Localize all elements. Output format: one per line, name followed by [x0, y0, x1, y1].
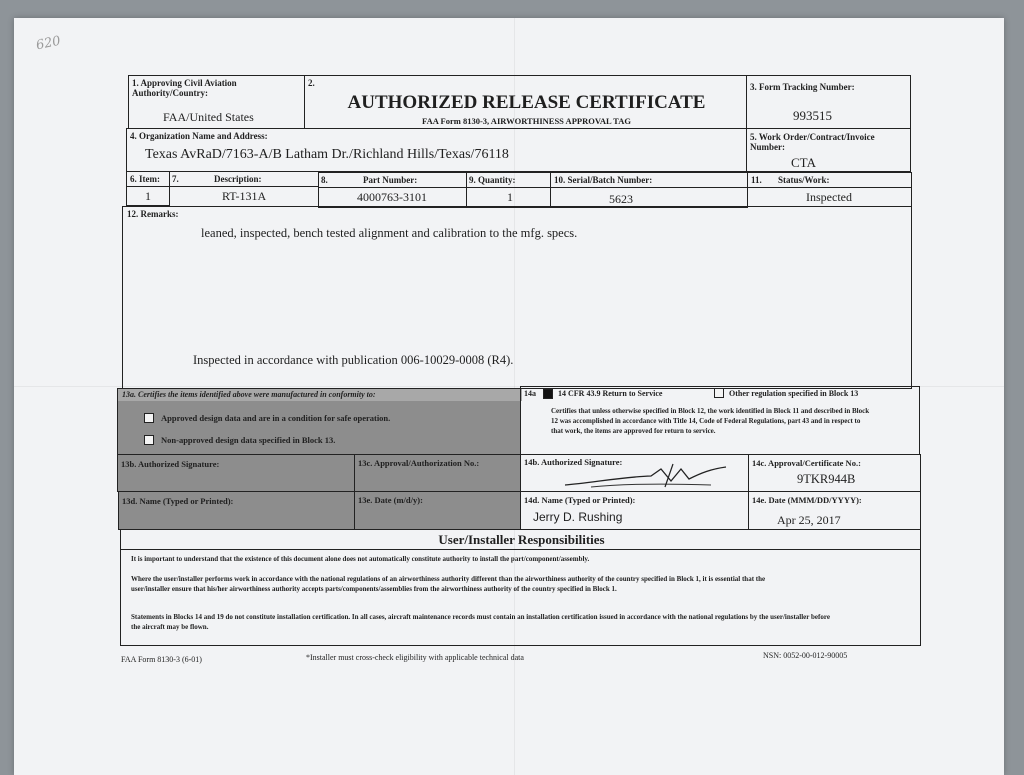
quantity-label: 9. Quantity:	[469, 175, 516, 185]
return-to-service-checkbox[interactable]	[543, 389, 553, 399]
item-value: 1	[145, 189, 151, 203]
responsibilities-body	[120, 549, 921, 646]
non-approved-design-label: Non-approved design data specified in Block 13.	[161, 435, 336, 445]
description-label: Description:	[214, 174, 262, 184]
signer-name-value: Jerry D. Rushing	[533, 510, 623, 524]
block-14e-label: 14e. Date (MMM/DD/YYYY):	[752, 495, 862, 505]
block-3	[746, 75, 911, 129]
item-label: 6. Item:	[130, 174, 160, 184]
part-number-num: 8.	[321, 175, 328, 185]
block-1	[128, 75, 305, 129]
responsibilities-heading-cell	[120, 529, 921, 550]
block-1-label: 1. Approving Civil Aviation Authority/Country:	[132, 78, 237, 98]
form-number-footer: FAA Form 8130-3 (6-01)	[121, 655, 202, 664]
block-14a	[520, 386, 920, 455]
block-13e-label: 13e. Date (m/d/y):	[358, 495, 423, 505]
block-2	[304, 75, 747, 129]
status-label: Status/Work:	[778, 175, 830, 185]
serial-label: 10. Serial/Batch Number:	[554, 175, 653, 185]
block-13e	[354, 491, 521, 530]
responsibilities-paragraph-1: It is important to understand that the existence of this document alone does not automatically constitute authority to install the part/component/assembly.	[131, 555, 590, 563]
block-14b	[520, 454, 749, 492]
approving-authority-value: FAA/United States	[163, 110, 254, 124]
approved-design-label: Approved design data and are in a condition for safe operation.	[161, 413, 391, 423]
return-to-service-label: 14 CFR 43.9 Return to Service	[558, 389, 663, 398]
block-13c-label: 13c. Approval/Authorization No.:	[358, 458, 480, 468]
tracking-number-value: 993515	[793, 108, 832, 123]
quantity-label-cell	[466, 172, 551, 188]
status-number: 11.	[751, 175, 762, 185]
block-13c	[354, 454, 521, 492]
description-value: RT-131A	[222, 189, 267, 203]
block-3-label: 3. Form Tracking Number:	[750, 82, 855, 92]
block-5-label: 5. Work Order/Contract/Invoice Number:	[750, 132, 875, 152]
installer-note-footer: *Installer must cross-check eligibility with applicable technical data	[306, 653, 524, 662]
block-14e	[748, 491, 921, 530]
quantity-value-cell	[466, 187, 551, 208]
serial-value: 5623	[609, 192, 633, 206]
block-13d	[118, 491, 355, 530]
serial-label-cell	[550, 172, 748, 188]
authorized-signature-image	[561, 461, 731, 491]
block-12-remarks	[122, 206, 912, 389]
block-14d-label: 14d. Name (Typed or Printed):	[524, 495, 636, 505]
approved-design-checkbox[interactable]	[144, 413, 154, 423]
description-label-cell	[169, 171, 319, 187]
block-4-label: 4. Organization Name and Address:	[130, 131, 268, 141]
remarks-line-2: Inspected in accordance with publication 006-10029-0008 (R4).	[193, 353, 514, 367]
item-label-cell	[126, 171, 170, 187]
responsibilities-paragraph-3: Statements in Blocks 14 and 19 do not constitute installation certification. In all cases, aircraft maintenance records must contain an installation certification issued in accordance with the national regulations by the user/installer before the aircraft may be flown.	[131, 613, 830, 631]
part-value-cell	[318, 187, 467, 208]
certificate-number-value: 9TKR944B	[797, 472, 856, 486]
part-number-label: Part Number:	[363, 175, 418, 185]
date-value: Apr 25, 2017	[777, 513, 841, 527]
part-label-cell	[318, 172, 467, 188]
block-13b	[117, 454, 355, 492]
block-14c	[748, 454, 921, 492]
work-order-value: CTA	[791, 155, 816, 170]
non-approved-design-checkbox[interactable]	[144, 435, 154, 445]
status-value-cell	[747, 187, 912, 207]
block-14a-statement: Certifies that unless otherwise specified in Block 12, the work identified in Block 11 and described in Block 12 was accomplished in accordance with Title 14, Code of Federal Regulations, part 43 and in respect to that work, the items are approved for return to service.	[551, 407, 870, 435]
block-14a-number: 14a	[524, 389, 536, 398]
block-4	[126, 128, 747, 172]
nsn-footer: NSN: 0052-00-012-90005	[763, 651, 848, 660]
remarks-line-1: leaned, inspected, bench tested alignment and calibration to the mfg. specs.	[201, 226, 578, 240]
responsibilities-paragraph-2: Where the user/installer performs work in accordance with the national regulations of an airworthiness authority different than the airworthiness authority of the country specified in Block 1, it is essential that the user/installer ensure that his/her airworthiness authority accepts parts/components/assemblies from the airworthiness authority of the country specified in Block 1.	[131, 575, 766, 593]
status-label-cell	[747, 172, 912, 188]
block-13a	[117, 388, 521, 455]
organization-value: Texas AvRaD/7163-A/B Latham Dr./Richland Hills/Texas/76118	[145, 147, 509, 162]
block-14d	[520, 491, 749, 530]
form-subtitle: FAA Form 8130-3, AIRWORTHINESS APPROVAL TAG	[422, 116, 631, 126]
description-number: 7.	[172, 174, 179, 184]
part-number-value: 4000763-3101	[357, 190, 427, 204]
block-5	[746, 128, 911, 172]
block-13d-label: 13d. Name (Typed or Printed):	[122, 496, 234, 506]
description-value-cell	[169, 186, 319, 207]
status-value: Inspected	[806, 190, 852, 204]
quantity-value: 1	[507, 190, 513, 204]
item-value-cell	[126, 186, 170, 206]
block-14b-label: 14b. Authorized Signature:	[524, 457, 623, 467]
block-2-number: 2.	[308, 78, 315, 88]
form-title: AUTHORIZED RELEASE CERTIFICATE	[347, 92, 706, 113]
serial-value-cell	[550, 187, 748, 208]
block-13a-label: 13a. Certifies the items identified above were manufactured in conformity to:	[122, 390, 376, 399]
remarks-label: 12. Remarks:	[127, 209, 179, 219]
block-13b-label: 13b. Authorized Signature:	[121, 459, 220, 469]
responsibilities-heading: User/Installer Responsibilities	[438, 532, 605, 547]
other-regulation-label: Other regulation specified in Block 13	[729, 389, 859, 398]
other-regulation-checkbox[interactable]	[714, 388, 724, 398]
pencil-note: 620	[34, 33, 63, 54]
block-14c-label: 14c. Approval/Certificate No.:	[752, 458, 861, 468]
